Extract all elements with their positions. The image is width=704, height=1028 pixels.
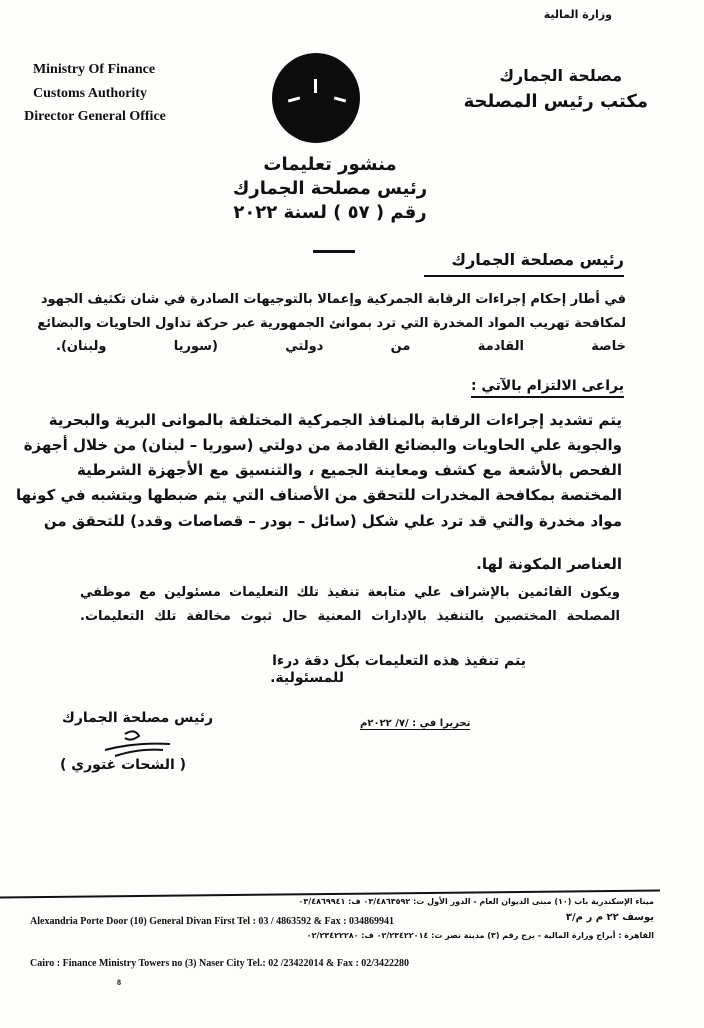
emblem-logo	[272, 53, 360, 143]
responsibility-line: المصلحة المختصين بالتنفيذ بالإدارات المعنية حال ثبوت مخالفة تلك التعليمات.	[80, 609, 620, 624]
intro-line: في أطار إحكام إجراءات الرقابة الجمركية وإعمالا بالتوجيهات الصادرة في شان تكثيف الجهود	[40, 292, 626, 307]
intro-line: خاصة القادمة من دولتي (سوريا ولبنان).	[56, 339, 626, 354]
footer-alex-en: Alexandria Porte Door (10) General Divan First Tel : 03 / 4863592 & Fax : 034869941	[30, 916, 394, 927]
header-office-en: Director General Office	[24, 109, 166, 124]
responsibility-line: ويكون القائمين بالإشراف علي متابعة تنفيذ تلك التعليمات مسئولين مع موظفي	[80, 585, 620, 600]
handwritten-signature	[95, 728, 175, 758]
title-line-3: رقم ( ٥٧ ) لسنة ٢٠٢٢	[233, 202, 427, 223]
header-office-ar: مكتب رئيس المصلحة	[463, 91, 648, 112]
header-authority-en: Customs Authority	[33, 86, 147, 101]
closing-line: للمسئولية.	[270, 670, 344, 686]
header-authority-ar: مصلحة الجمارك	[499, 66, 622, 85]
title-divider	[313, 250, 355, 253]
header-ministry-en: Ministry Of Finance	[32, 62, 156, 77]
body-line: مواد مخدرة والتي قد ترد علي شكل (سائل – بودر – قصاصات وقدد) للتحقق من	[43, 512, 622, 530]
issue-date: تحريرا في : /٧/ ٢٠٢٢م	[360, 718, 471, 729]
body-line: الفحص بالأشعة مع كشف ومعاينة الجميع ، والتنسيق مع الأجهزة الشرطية	[77, 461, 622, 479]
title-line-1: منشور تعليمات	[263, 154, 397, 175]
signatory-name: ( الشحات غتوري )	[60, 757, 187, 773]
intro-line: لمكافحة تهريب المواد المخدرة التي ترد بموانئ الجمهورية عبر حركة تداول الحاويات والبضائع	[37, 316, 626, 331]
footer-alex-ar: ميناء الإسكندرية باب (١٠) مبنى الديوان العام - الدور الأول ت: ٠٣/٤٨٦٣٥٩٢ ف: ٠٣/٤٨٦٩٩٤١	[298, 897, 654, 906]
signatory-title: رئيس مصلحة الجمارك	[62, 710, 214, 726]
title-line-2: رئيس مصلحة الجمارك	[232, 178, 428, 199]
body-line: يتم تشديد إجراءات الرقابة بالمنافذ الجمركية المختلفة بالموانى البرية والبحرية	[48, 411, 622, 429]
closing-line: يتم تنفيذ هذه التعليمات بكل دقة درءا	[272, 653, 526, 669]
addressee: رئيس مصلحة الجمارك	[424, 250, 624, 277]
footer-code-ar: يوسف ٢٢ م ر م/٣	[565, 912, 654, 923]
body-line: المختصة بمكافحة المخدرات للتحقق من الأصناف التي يتم ضبطها ويتشبه في كونها	[16, 486, 622, 504]
page-number: 8	[117, 978, 121, 987]
footer-cairo-ar: القاهرة : أبراج وزارة المالية - برج رقم (٣) مدينة نصر ت: ٠٢/٢٣٤٢٢٠١٤ ف: ٠٢/٢٣٤٢٢٢٨٠	[306, 931, 654, 940]
body-line: والجوية علي الحاويات والبضائع القادمة من دولتي (سوريا – لبنان) من خلال أجهزة	[23, 436, 622, 454]
header-ministry-ar: وزارة المالية	[543, 8, 612, 21]
comply-heading: يراعى الالتزام بالآتي :	[471, 378, 624, 398]
footer-cairo-en: Cairo : Finance Ministry Towers no (3) Naser City Tel.: 02 /23422014 & Fax : 02/3422280	[30, 958, 410, 969]
body-line-last: العناصر المكونة لها.	[476, 555, 622, 573]
